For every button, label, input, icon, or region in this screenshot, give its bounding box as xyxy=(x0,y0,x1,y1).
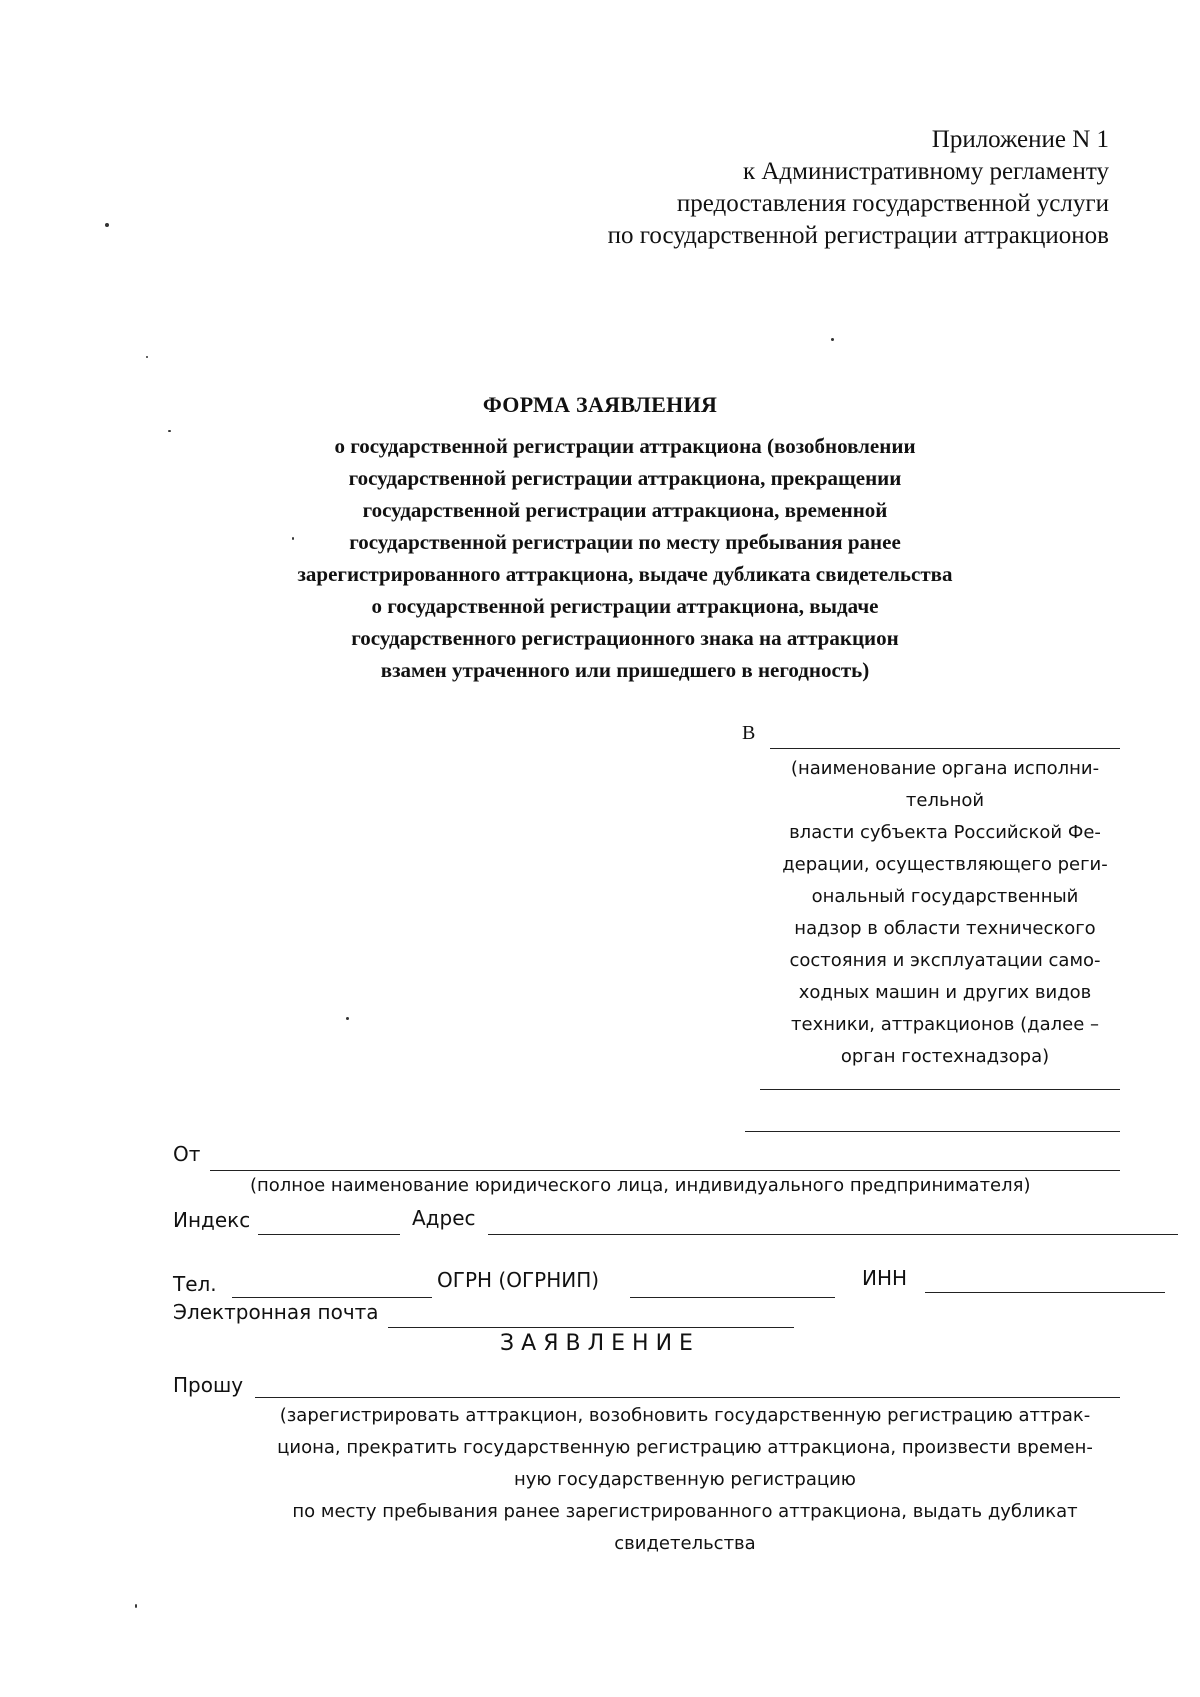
phone-field[interactable] xyxy=(232,1297,432,1298)
request-caption-line: ную государственную регистрацию xyxy=(514,1469,856,1490)
from-field[interactable] xyxy=(210,1170,1120,1171)
inn-label: ИНН xyxy=(862,1266,908,1290)
email-field[interactable] xyxy=(388,1327,794,1328)
addressee-caption xyxy=(770,753,1120,1073)
address-label: Адрес xyxy=(412,1206,476,1230)
from-caption: (полное наименование юридического лица, индивидуального предпринимателя) xyxy=(250,1175,1031,1196)
request-caption xyxy=(245,1400,1125,1560)
form-subtitle-line: государственного регистрационного знака на аттракцион xyxy=(351,626,899,650)
appendix-header xyxy=(608,124,1109,252)
form-subtitle-line: зарегистрированного аттракциона, выдаче дубликата свидетельства xyxy=(297,562,953,586)
appendix-number: Приложение N 1 xyxy=(931,126,1109,153)
addressee-caption-line: ходных машин и других видов xyxy=(798,982,1092,1003)
addressee-caption-line: (наименование органа исполни- xyxy=(790,758,1100,779)
addressee-field[interactable] xyxy=(770,748,1120,749)
scan-speck xyxy=(168,430,171,432)
request-caption-line: по месту пребывания ранее зарегистрированного аттракциона, выдать дубликат xyxy=(292,1501,1078,1522)
addressee-caption-line: тельной xyxy=(905,790,985,811)
form-subtitle-line: о государственной регистрации аттракциона (возобновлении xyxy=(334,434,916,458)
addressee-caption-line: ональный государственный xyxy=(811,886,1079,907)
ogrn-field[interactable] xyxy=(630,1297,835,1298)
scan-speck xyxy=(105,223,109,227)
request-field[interactable] xyxy=(255,1397,1120,1398)
index-label: Индекс xyxy=(173,1208,251,1232)
appendix-scope: по государственной регистрации аттракционов xyxy=(607,222,1109,249)
email-label: Электронная почта xyxy=(173,1300,379,1324)
request-caption-line: свидетельства xyxy=(614,1533,756,1554)
form-subtitle-line: государственной регистрации по месту пребывания ранее xyxy=(349,530,901,554)
request-caption-line: (зарегистрировать аттракцион, возобновить государственную регистрацию аттрак- xyxy=(279,1405,1091,1426)
form-subtitle-line: о государственной регистрации аттракциона, выдаче xyxy=(371,594,879,618)
addressee-extra-line[interactable] xyxy=(760,1089,1120,1090)
addressee-caption-line: техники, аттракционов (далее – xyxy=(791,1014,1099,1035)
scan-speck xyxy=(831,338,834,341)
request-label: Прошу xyxy=(173,1373,244,1397)
address-field[interactable] xyxy=(488,1234,1178,1235)
inn-field[interactable] xyxy=(925,1292,1165,1293)
form-subtitle-line: взамен утраченного или пришедшего в негодность) xyxy=(380,658,870,682)
index-field[interactable] xyxy=(258,1234,400,1235)
phone-label: Тел. xyxy=(173,1272,217,1296)
scan-speck xyxy=(346,1017,349,1020)
request-caption-line: циона, прекратить государственную регистрацию аттракциона, произвести времен- xyxy=(277,1437,1093,1458)
scan-speck xyxy=(146,356,148,358)
statement-title: ЗАЯВЛЕНИЕ xyxy=(500,1331,700,1356)
addressee-caption-line: дерации, осуществляющего реги- xyxy=(782,854,1108,875)
appendix-service: предоставления государственной услуги xyxy=(676,190,1109,217)
addressee-caption-line: орган гостехнадзора) xyxy=(840,1046,1050,1067)
addressee-prefix: В xyxy=(742,722,756,744)
addressee-caption-line: власти субъекта Российской Фе- xyxy=(789,822,1101,843)
scan-speck xyxy=(135,1604,137,1608)
ogrn-label: ОГРН (ОГРНИП) xyxy=(437,1268,600,1292)
form-subtitle-line: государственной регистрации аттракциона, прекращении xyxy=(348,466,902,490)
form-title: ФОРМА ЗАЯВЛЕНИЯ xyxy=(482,392,718,417)
scan-speck xyxy=(292,537,294,540)
appendix-reference: к Административному регламенту xyxy=(742,158,1109,185)
addressee-caption-line: надзор в области технического xyxy=(794,918,1096,939)
addressee-caption-line: состояния и эксплуатации само- xyxy=(789,950,1101,971)
form-subtitle xyxy=(200,430,1050,686)
addressee-extra-line[interactable] xyxy=(745,1131,1120,1132)
form-subtitle-line: государственной регистрации аттракциона, временной xyxy=(362,498,888,522)
from-label: От xyxy=(173,1142,201,1166)
